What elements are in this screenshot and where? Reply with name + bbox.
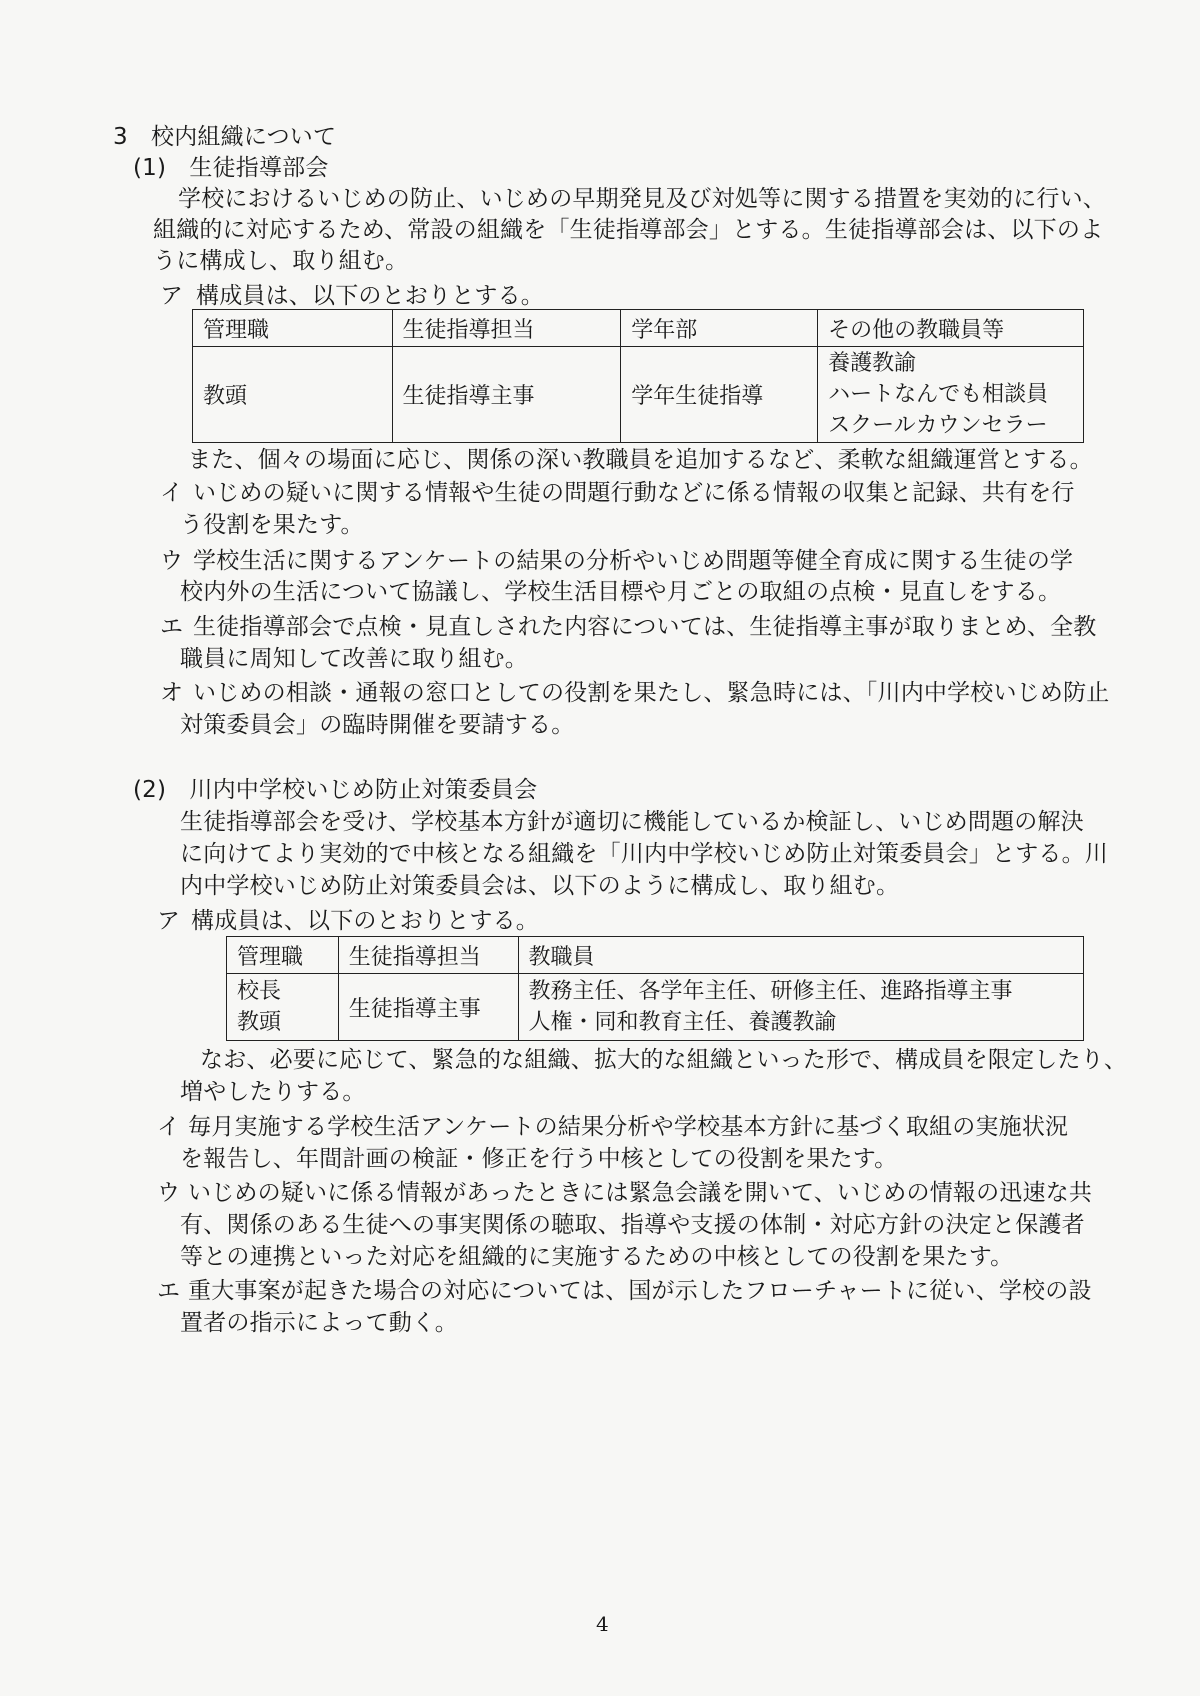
section-heading: 3 校内組織について bbox=[113, 124, 337, 150]
sub2-table-note-line: なお、必要に応じて、緊急的な組織、拡大的な組織といった形で、構成員を限定したり、 bbox=[200, 1047, 1128, 1073]
others-line: 養護教諭 bbox=[828, 351, 917, 376]
sub1-item-line: 職員に周知して改善に取り組む。 bbox=[180, 646, 528, 672]
sub1-intro-line-2: 組織的に対応するため、常設の組織を「生徒指導部会」とする。生徒指導部会は、以下のよ bbox=[153, 217, 1104, 243]
others-line: スクールカウンセラー bbox=[828, 413, 1048, 438]
sub1-item-line: 対策委員会」の臨時開催を要請する。 bbox=[180, 712, 575, 738]
sub2-intro-line-2: に向けてより実効的で中核となる組織を「川内中学校いじめ防止対策委員会」とする。川 bbox=[180, 841, 1108, 867]
sub2-item-a-text: 構成員は、以下のとおりとする。 bbox=[191, 908, 539, 934]
sub2-item-line: 有、関係のある生徒への事実関係の聴取、指導や支援の体制・対応方針の決定と保護者 bbox=[180, 1212, 1085, 1238]
sub2-members-table bbox=[226, 936, 1084, 1041]
sub1-intro-line-1: 学校におけるいじめの防止、いじめの早期発見及び対処等に関する措置を実効的に行い、 bbox=[178, 186, 1106, 212]
sub2-item-line: 置者の指示によって動く。 bbox=[180, 1310, 458, 1336]
sub1-table-note: また、個々の場面に応じ、関係の深い教職員を追加するなど、柔軟な組織運営とする。 bbox=[188, 447, 1093, 473]
table-header-cell: 教職員 bbox=[518, 937, 1083, 974]
table-cell-others bbox=[818, 347, 1084, 443]
others-line: ハートなんでも相談員 bbox=[828, 382, 1049, 407]
table-cell: 教頭 bbox=[193, 347, 393, 443]
table-header-cell: その他の教職員等 bbox=[818, 310, 1084, 347]
sub1-item-line: いじめの相談・通報の窓口としての役割を果たし、緊急時には、「川内中学校いじめ防止 bbox=[193, 680, 1110, 706]
table-header-cell: 管理職 bbox=[227, 937, 339, 974]
table-header-cell: 管理職 bbox=[193, 310, 393, 347]
table-row bbox=[227, 974, 1084, 1041]
table-header-cell: 生徒指導担当 bbox=[392, 310, 621, 347]
sub1-item-line: 学校生活に関するアンケートの結果の分析やいじめ問題等健全育成に関する生徒の学 bbox=[193, 548, 1074, 574]
sub2-item-line: いじめの疑いに係る情報があったときには緊急会議を開いて、いじめの情報の迅速な共 bbox=[188, 1180, 1093, 1206]
page-number: 4 bbox=[596, 1612, 609, 1636]
sub2-item-mark: イ bbox=[157, 1114, 180, 1140]
table-header-row bbox=[227, 937, 1084, 974]
sub2-item-a-mark: ア bbox=[157, 908, 180, 934]
table-cell-staff bbox=[518, 974, 1083, 1041]
sub1-item-a-mark: ア bbox=[160, 283, 183, 309]
sub1-item-line: う役割を果たす。 bbox=[180, 512, 364, 538]
sub1-item-mark: イ bbox=[160, 480, 183, 506]
sub1-members-table bbox=[192, 309, 1084, 443]
subsection-1-heading: (1) 生徒指導部会 bbox=[133, 155, 329, 181]
sub2-intro-line-1: 生徒指導部会を受け、学校基本方針が適切に機能しているか検証し、いじめ問題の解決 bbox=[180, 809, 1084, 835]
table-header-row bbox=[193, 310, 1084, 347]
sub2-item-line: 毎月実施する学校生活アンケートの結果分析や学校基本方針に基づく取組の実施状況 bbox=[188, 1114, 1069, 1140]
staff-line: 人権・同和教育主任、養護教諭 bbox=[528, 1010, 837, 1035]
sub2-item-mark: ウ bbox=[157, 1180, 180, 1206]
sub1-item-line: 校内外の生活について協議し、学校生活目標や月ごとの取組の点検・見直しをする。 bbox=[180, 579, 1062, 605]
table-cell: 生徒指導主事 bbox=[338, 974, 518, 1041]
sub1-intro-line-3: うに構成し、取り組む。 bbox=[153, 248, 409, 274]
sub2-item-line: を報告し、年間計画の検証・修正を行う中核としての役割を果たす。 bbox=[180, 1146, 898, 1172]
admin-line: 教頭 bbox=[237, 1010, 282, 1035]
sub2-intro-line-3: 内中学校いじめ防止対策委員会は、以下のように構成し、取り組む。 bbox=[180, 873, 900, 899]
sub2-item-mark: エ bbox=[157, 1278, 180, 1304]
sub2-table-note-line: 増やしたりする。 bbox=[180, 1079, 366, 1105]
table-row bbox=[193, 347, 1084, 443]
staff-line: 教務主任、各学年主任、研修主任、進路指導主事 bbox=[528, 979, 1013, 1004]
subsection-2-heading: (2) 川内中学校いじめ防止対策委員会 bbox=[133, 777, 538, 803]
admin-line: 校長 bbox=[237, 979, 282, 1004]
table-cell: 生徒指導主事 bbox=[392, 347, 621, 443]
sub1-item-a-text: 構成員は、以下のとおりとする。 bbox=[196, 283, 544, 309]
sub1-item-line: いじめの疑いに関する情報や生徒の問題行動などに係る情報の収集と記録、共有を行 bbox=[193, 480, 1075, 506]
sub1-item-mark: ウ bbox=[160, 548, 183, 574]
table-header-cell: 学年部 bbox=[621, 310, 818, 347]
table-header-cell: 生徒指導担当 bbox=[338, 937, 518, 974]
sub1-item-mark: オ bbox=[160, 680, 183, 706]
sub2-item-line: 重大事案が起きた場合の対応については、国が示したフローチャートに従い、学校の設 bbox=[188, 1278, 1092, 1304]
sub1-item-mark: エ bbox=[160, 614, 183, 640]
table-cell-admin bbox=[227, 974, 339, 1041]
sub2-item-line: 等との連携といった対応を組織的に実施するための中核としての役割を果たす。 bbox=[180, 1244, 1014, 1270]
sub1-item-line: 生徒指導部会で点検・見直しされた内容については、生徒指導主事が取りまとめ、全教 bbox=[193, 614, 1097, 640]
table-cell: 学年生徒指導 bbox=[621, 347, 818, 443]
